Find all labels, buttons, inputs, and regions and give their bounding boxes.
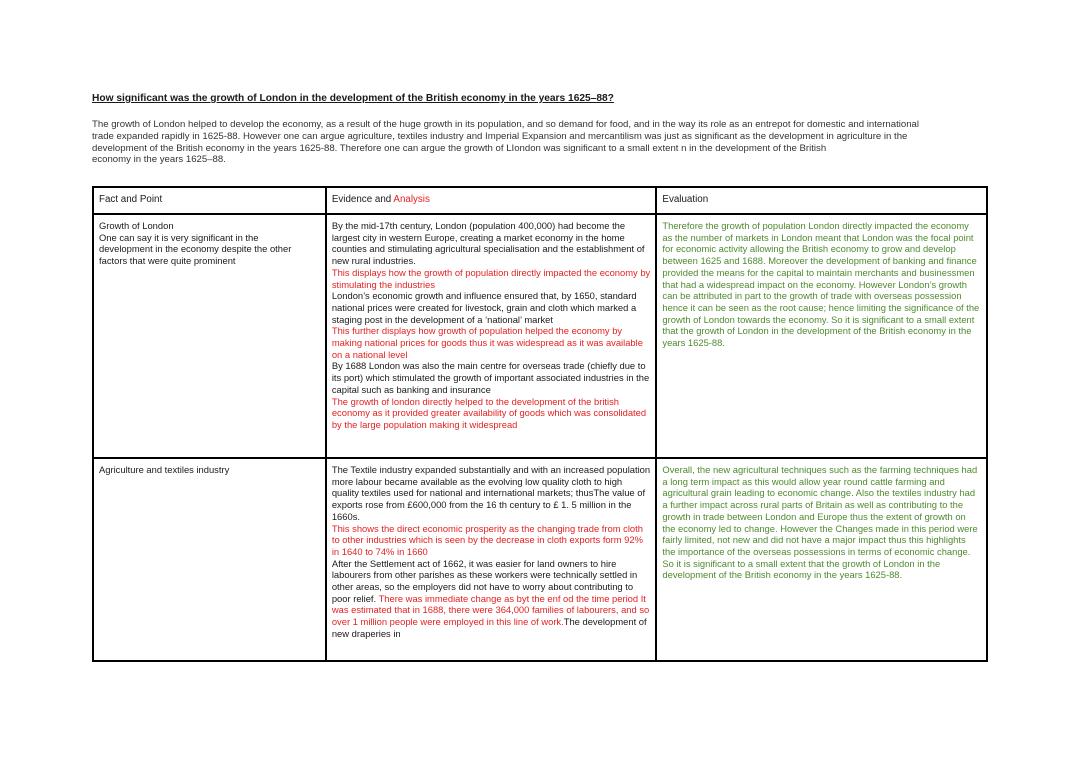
analysis-text: This further displays how growth of population helped the economy by making national prices for goods thus it was widespread as it was available on a national level <box>331 325 643 360</box>
fact-text: development in the economy despite the other <box>99 243 292 255</box>
evaluation-cell: Therefore the growth of population London directly impacted the economy as the number of markets in London meant that London was the focal point for economic activity allowing the British economy to grow and develop between 1625 and 1688. Moreover the development of banking and finance provided the means for the capital to maintain merchants and businessmen that had a widespread impact on the economy. However London’s growth can be attributed in part to the growth of trade with overseas possession hence it can be seen as the root cause; hence limiting the significance of the growth of London towards the economy. So it is significant to a small extent that the growth of London in the development of the British economy in the years 1625-88. <box>656 214 987 458</box>
fact-heading: Growth of London <box>99 220 174 231</box>
fact-text: One can say it is very significant in the <box>99 231 259 243</box>
header-evaluation: Evaluation <box>656 187 987 214</box>
evidence-text: After the Settlement act of 1662, it was easier for land owners to hire labourers from other parishes as these workers were technically settled in other areas, so the employers did not have to worry about contributing to poor relief. <box>331 557 638 604</box>
fact-cell <box>93 214 326 458</box>
intro-paragraph <box>92 119 992 166</box>
evidence-text: By the mid-17th century, London (population 400,000) had become the largest city in western Europe, creating a market economy in the home counties and stimulating agricultural specialisation and the establishment of new rural industries. <box>331 220 645 267</box>
header-fact-and-point: Fact and Point <box>93 187 326 214</box>
evidence-cell <box>326 214 657 458</box>
analysis-text: The growth of london directly helped to the development of the british economy as it provided greater availability of goods which was consolidated by the large population making it widespread <box>331 395 647 430</box>
fact-text: factors that were quite prominent <box>99 255 236 267</box>
table-header-row <box>93 187 987 214</box>
intro-line: trade expanded rapidly in 1625-88. However one can argue agriculture, textiles industry and Imperial Expansion and mercantilism was just as significant as the development in agriculture in the <box>92 130 908 142</box>
fact-heading: Agriculture and textiles industry <box>99 464 230 475</box>
evidence-text: London’s economic growth and influence ensured that, by 1650, standard national prices were created for livestock, grain and cloth which marked a staging post in the development of a ‘national’ market <box>331 290 637 325</box>
header-evidence-label: Evidence and <box>331 194 394 205</box>
evidence-text: The Textile industry expanded substantially and with an increased population more labour became available as the evolving low quality cloth to high quality textiles used for national and international markets; thusThe value of exports rose from £600,000 from the 16 th century to £ 1. 5 million in the 1660s. <box>331 464 651 522</box>
table-row <box>93 214 987 458</box>
fact-cell <box>93 458 326 661</box>
evidence-text: The development of new draperies in <box>331 616 647 639</box>
analysis-text: This shows the direct economic prosperity as the changing trade from cloth to other industries which is seen by the decrease in cloth exports form 92% in 1640 to 74% in 1660 <box>331 522 643 557</box>
analysis-text: This displays how the growth of population directly impacted the economy by stimulating the industries <box>331 266 651 290</box>
intro-line: economy in the years 1625–88. <box>92 154 226 166</box>
intro-line: development of the British economy in the years 1625-88. Therefore one can argue the growth of LIondon was significant to a small extent n in the development of the British <box>92 142 827 154</box>
essay-title: How significant was the growth of London in the development of the British economy in the years 1625–88? <box>92 93 614 104</box>
analysis-table <box>92 186 988 662</box>
table-row <box>93 458 987 661</box>
evidence-cell <box>326 458 657 661</box>
analysis-text: There was immediate change as byt the enf od the time period It was estimated that in 1688, there were 364,000 families of labourers, and so over 1 million people were employed in this line of work. <box>331 592 650 628</box>
evidence-text: By 1688 London was also the main centre for overseas trade (chiefly due to its port) which stimulated the growth of important associated industries in the capital such as banking and insurance <box>331 360 650 395</box>
intro-line: The growth of London helped to develop the economy, as a result of the huge growth in its population, and so demand for food, and in the way its role as an entrepot for domestic and international <box>92 119 920 130</box>
header-analysis-label: Analysis <box>393 194 430 205</box>
evaluation-cell: Overall, the new agricultural techniques such as the farming techniques had a long term impact as this would allow year round cattle farming and agricultural grain leading to economic change. Also the textiles industry had a further impact across rural parts of Britain as well as contributing to the growth in trade between London and Europe thus the extent of growth on the economy led to change. However the Changes made in this period were fairly limited, not new and did not have a major impact thus this highlights the importance of the overseas possessions in terms of economic change. So it is significant to a small extent that the growth of London in the development of the British economy in the years 1625-88. <box>656 458 987 661</box>
header-evidence-and-analysis <box>326 187 657 214</box>
